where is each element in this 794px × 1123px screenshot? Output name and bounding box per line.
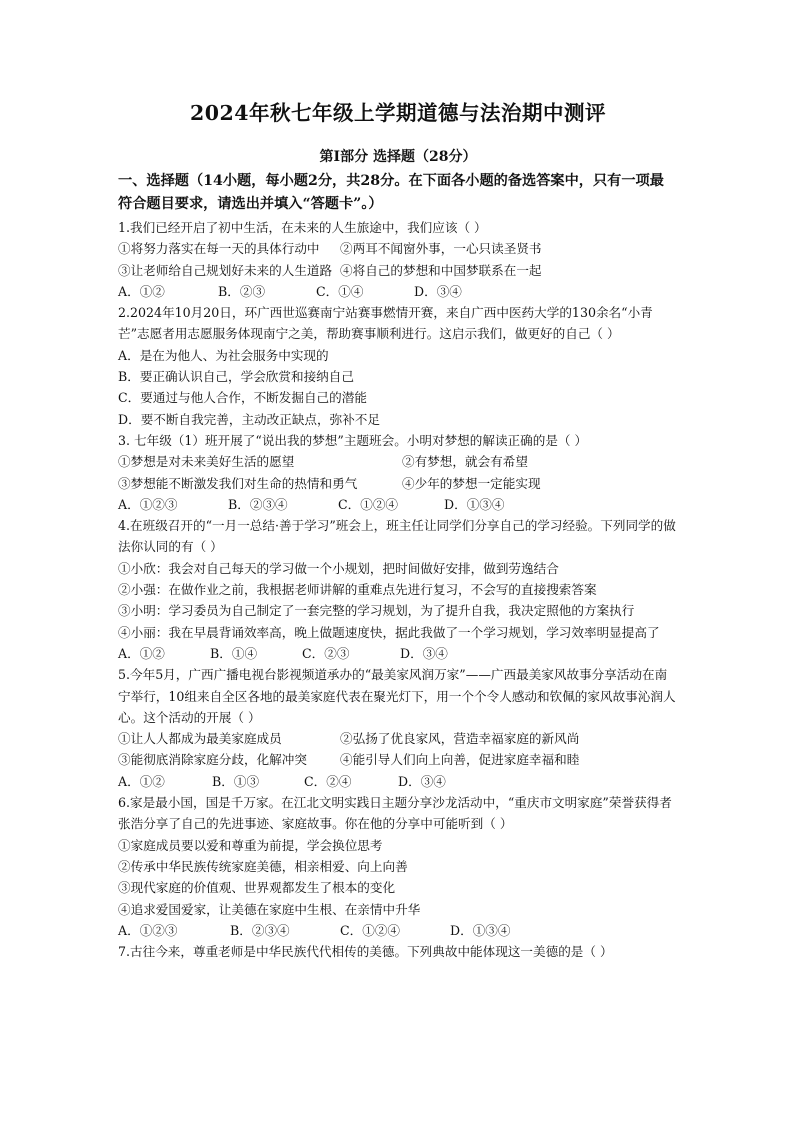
question-2 bbox=[118, 302, 678, 430]
statement-item: ①家庭成员要以爱和尊重为前提，学会换位思考 bbox=[118, 837, 383, 853]
option-b: B．②③ bbox=[218, 283, 266, 299]
statement-item: ④小丽：我在早晨背诵效率高，晚上做题速度快，据此我做了一个学习规划，学习效率明显提高了 bbox=[118, 624, 660, 640]
question-7 bbox=[118, 941, 678, 962]
option-a: A．是在为他人、为社会服务中实现的 bbox=[118, 347, 329, 363]
option-d: D．③④ bbox=[400, 645, 448, 661]
option-d: D．③④ bbox=[414, 283, 462, 299]
section-heading: 一、选择题（14小题，每小题2分，共28分。在下面各小题的备选答案中，只有一项最符合题目要求，请选出并填入“答题卡”。） bbox=[118, 173, 664, 212]
question-1 bbox=[118, 217, 678, 302]
option-a: A．①② bbox=[118, 283, 165, 299]
statement-item: ②传承中华民族传统家庭美德，相亲相爱、向上向善 bbox=[118, 858, 408, 874]
question-stem: 6.家是最小国，国是千万家。在江北文明实践日主题分享沙龙活动中，“重庆市文明家庭”荣誉获得者张浩分享了自己的先进事迹、家庭故事。你在他的分享中可能听到（ ） bbox=[118, 795, 672, 832]
option-c: C．①②④ bbox=[338, 496, 399, 512]
exam-title: 2024年秋七年级上学期道德与法治期中测评 bbox=[189, 101, 607, 125]
option-b: B．①④ bbox=[210, 645, 258, 661]
option-b: B．要正确认识自己，学会欣赏和接纳自己 bbox=[118, 369, 354, 385]
option-c: C．要通过与他人合作，不断发掘自己的潜能 bbox=[118, 390, 367, 406]
statement-row bbox=[118, 451, 678, 472]
part-heading: 第Ⅰ部分 选择题（28分） bbox=[319, 149, 477, 165]
statement-item: ①将努力落实在每一天的具体行动中 bbox=[118, 241, 320, 257]
option-a: A．①②③ bbox=[118, 496, 178, 512]
option-a: A．①② bbox=[118, 645, 165, 661]
option-a: A．①② bbox=[118, 773, 165, 789]
statement-item: ①梦想是对未来美好生活的愿望 bbox=[118, 454, 295, 470]
statement-item: ④少年的梦想一定能实现 bbox=[402, 475, 541, 491]
question-4 bbox=[118, 515, 678, 664]
question-stem: 2.2024年10月20日，环广西世巡赛南宁站赛事燃情开赛，来自广西中医药大学的130余名“小青芒”志愿者用志愿服务体现南宁之美，帮助赛事顺利进行。这启示我们，做更好的自己（ ） bbox=[118, 305, 653, 342]
option-d: D．①③④ bbox=[450, 922, 511, 938]
statement-item: ②弘扬了优良家风，营造幸福家庭的新风尚 bbox=[340, 731, 580, 747]
option-c: C．②④ bbox=[304, 773, 352, 789]
option-d: D．要不断自我完善，主动改正缺点，弥补不足 bbox=[118, 411, 380, 427]
question-stem: 7.古往今来，尊重老师是中华民族代代相传的美德。下列典故中能体现这一美德的是（ ） bbox=[118, 944, 613, 960]
option-c: C．①②④ bbox=[340, 922, 401, 938]
statement-row bbox=[118, 238, 678, 259]
statement-row bbox=[118, 260, 678, 281]
option-b: B．②③④ bbox=[230, 922, 290, 938]
option-d: D．③④ bbox=[398, 773, 446, 789]
question-6 bbox=[118, 792, 678, 941]
option-b: B．①③ bbox=[212, 773, 260, 789]
question-stem: 3. 七年级（1）班开展了“说出我的梦想”主题班会。小明对梦想的解读正确的是（ ） bbox=[118, 432, 588, 448]
question-stem: 4.在班级召开的“一月一总结·善于学习”班会上，班主任让同学们分享自己的学习经验。下列同学的做法你认同的有（ ） bbox=[118, 518, 676, 555]
statement-item: ②有梦想，就会有希望 bbox=[402, 454, 528, 470]
option-c: C．②③ bbox=[302, 645, 350, 661]
statement-item: ④追求爱国爱家，让美德在家庭中生根、在亲情中升华 bbox=[118, 901, 421, 917]
answer-options bbox=[118, 643, 678, 664]
statement-item: ④能引导人们向上向善，促进家庭幸福和睦 bbox=[340, 752, 580, 768]
option-a: A．①②③ bbox=[118, 922, 178, 938]
statement-item: ③能彻底消除家庭分歧，化解冲突 bbox=[118, 752, 307, 768]
question-stem: 5.今年5月，广西广播电视台影视频道承办的“最美家风润万家”——广西最美家风故事分享活动在南宁举行，10组来自全区各地的最美家庭代表在聚光灯下，用一个个令人感动和钦佩的家风故事沁润人心。这个活动的开展（ ） bbox=[118, 667, 676, 725]
statement-item: ①小欣：我会对自己每天的学习做一个小规划，把时间做好安排，做到劳逸结合 bbox=[118, 560, 559, 576]
question-5 bbox=[118, 664, 678, 792]
exam-page bbox=[118, 96, 678, 962]
option-b: B．②③④ bbox=[228, 496, 288, 512]
statement-item: ③现代家庭的价值观、世界观都发生了根本的变化 bbox=[118, 880, 396, 896]
option-d: D．①③④ bbox=[444, 496, 505, 512]
statement-item: ②小强：在做作业之前，我根据老师讲解的重难点先进行复习，不会写的直接搜索答案 bbox=[118, 582, 597, 598]
question-stem: 1.我们已经开启了初中生活，在未来的人生旅途中，我们应该（ ） bbox=[118, 220, 487, 235]
statement-item: ④将自己的梦想和中国梦联系在一起 bbox=[340, 262, 542, 278]
statement-item: ③小明：学习委员为自己制定了一套完整的学习规划，为了提升自我，我决定照他的方案执行 bbox=[118, 603, 635, 619]
option-c: C．①④ bbox=[316, 283, 364, 299]
answer-options bbox=[118, 494, 678, 515]
statement-item: ③让老师给自己规划好未来的人生道路 bbox=[118, 262, 333, 278]
answer-options bbox=[118, 920, 678, 941]
statement-row bbox=[118, 749, 678, 770]
statement-item: ③梦想能不断激发我们对生命的热情和勇气 bbox=[118, 475, 358, 491]
statement-item: ①让人人都成为最美家庭成员 bbox=[118, 731, 282, 747]
answer-options bbox=[118, 281, 678, 302]
statement-item: ②两耳不闻窗外事，一心只读圣贤书 bbox=[340, 241, 542, 257]
answer-options bbox=[118, 771, 678, 792]
statement-row bbox=[118, 728, 678, 749]
statement-row bbox=[118, 473, 678, 494]
question-3 bbox=[118, 430, 678, 515]
